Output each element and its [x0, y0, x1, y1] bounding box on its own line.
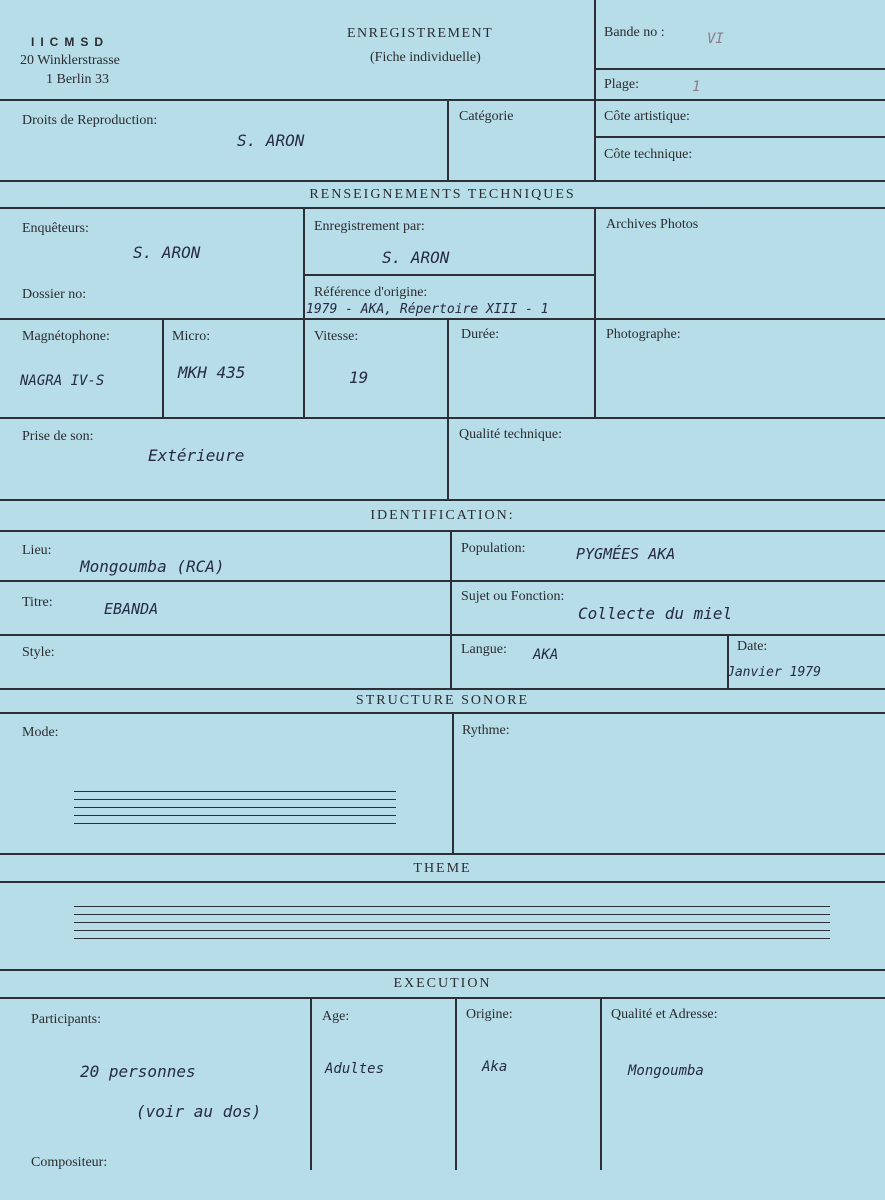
cote-technique-label: Côte technique: — [604, 147, 693, 162]
section-heading-technique: RENSEIGNEMENTS TECHNIQUES — [309, 187, 576, 202]
titre-label: Titre: — [22, 595, 53, 610]
compositeur-label: Compositeur: — [31, 1155, 108, 1170]
qualite-technique-label: Qualité technique: — [459, 427, 563, 442]
form-subtitle: (Fiche individuelle) — [370, 50, 481, 65]
rule — [600, 997, 602, 1170]
reference-value: 1979 - AKA, Répertoire XIII - 1 — [306, 302, 549, 317]
lieu-label: Lieu: — [22, 543, 52, 558]
age-value: Adultes — [325, 1061, 385, 1077]
droits-value: S. ARON — [237, 131, 305, 150]
droits-label: Droits de Reproduction: — [22, 113, 158, 128]
enregistrement-par-value: S. ARON — [382, 248, 450, 267]
section-heading-execution: EXECUTION — [393, 976, 492, 991]
rule — [452, 712, 454, 853]
dossier-label: Dossier no: — [22, 287, 87, 302]
sujet-label: Sujet ou Fonction: — [461, 589, 565, 604]
mode-label: Mode: — [22, 725, 59, 740]
rule — [0, 969, 885, 971]
rythme-label: Rythme: — [462, 723, 510, 738]
org-address-line2: 1 Berlin 33 — [46, 72, 109, 87]
participants-line1: 20 personnes — [80, 1062, 196, 1081]
rule — [162, 318, 164, 417]
rule — [310, 997, 312, 1170]
archives-photos-label: Archives Photos — [606, 217, 699, 232]
rule — [594, 68, 885, 70]
micro-value: MKH 435 — [178, 363, 246, 382]
micro-label: Micro: — [172, 329, 211, 344]
langue-label: Langue: — [461, 642, 507, 657]
photographe-label: Photographe: — [606, 327, 681, 342]
rule — [0, 853, 885, 855]
population-value: PYGMÉES AKA — [576, 545, 676, 563]
date-value: Janvier 1979 — [727, 665, 821, 680]
prise-value: Extérieure — [148, 446, 245, 465]
prise-label: Prise de son: — [22, 429, 94, 444]
plage-label: Plage: — [604, 77, 639, 92]
reference-label: Référence d'origine: — [314, 285, 428, 300]
rule — [0, 881, 885, 883]
qualite-adresse-label: Qualité et Adresse: — [611, 1007, 718, 1022]
rule — [594, 136, 885, 138]
mode-staff — [74, 791, 396, 827]
section-heading-structure: STRUCTURE SONORE — [355, 693, 530, 708]
qualite-adresse-value: Mongoumba — [628, 1063, 704, 1079]
langue-value: AKA — [533, 647, 559, 663]
rule — [0, 688, 885, 690]
rule — [0, 318, 885, 320]
participants-line2: (voir au dos) — [136, 1102, 262, 1121]
origine-value: Aka — [482, 1059, 508, 1075]
cote-artistique-label: Côte artistique: — [604, 109, 690, 124]
age-label: Age: — [322, 1009, 350, 1024]
rule — [0, 99, 885, 101]
categorie-label: Catégorie — [459, 109, 514, 124]
enregistrement-par-label: Enregistrement par: — [314, 219, 425, 234]
enqueteurs-label: Enquêteurs: — [22, 221, 89, 236]
bande-value: VI — [707, 31, 724, 47]
population-label: Population: — [461, 541, 526, 556]
sujet-value: Collecte du miel — [578, 604, 733, 623]
rule — [0, 712, 885, 714]
rule — [0, 207, 885, 209]
rule — [455, 997, 457, 1170]
participants-label: Participants: — [31, 1012, 101, 1027]
vitesse-label: Vitesse: — [314, 329, 359, 344]
form-title: ENREGISTREMENT — [347, 26, 494, 41]
rule — [303, 274, 594, 276]
rule — [0, 530, 885, 532]
date-label: Date: — [737, 639, 768, 654]
rule — [447, 99, 449, 180]
bande-label: Bande no : — [604, 25, 665, 40]
rule — [0, 580, 885, 582]
enqueteurs-value: S. ARON — [133, 243, 201, 262]
origine-label: Origine: — [466, 1007, 513, 1022]
rule — [0, 417, 885, 419]
rule — [0, 997, 885, 999]
magnetophone-value: NAGRA IV-S — [20, 373, 105, 389]
plage-value: 1 — [692, 79, 701, 95]
vitesse-value: 19 — [349, 368, 369, 387]
duree-label: Durée: — [461, 327, 500, 342]
section-heading-identification: IDENTIFICATION: — [370, 508, 515, 523]
style-label: Style: — [22, 645, 55, 660]
rule — [594, 0, 596, 180]
rule — [0, 499, 885, 501]
org-name: IICMSD — [31, 35, 109, 49]
magnetophone-label: Magnétophone: — [22, 329, 110, 344]
lieu-value: Mongoumba (RCA) — [80, 557, 225, 576]
rule — [447, 318, 449, 499]
rule — [0, 180, 885, 182]
rule — [594, 207, 596, 417]
titre-value: EBANDA — [104, 600, 159, 618]
section-heading-theme: THEME — [413, 861, 472, 876]
theme-staff — [74, 906, 830, 942]
org-address-line1: 20 Winklerstrasse — [20, 53, 120, 68]
rule — [303, 207, 305, 417]
rule — [450, 530, 452, 688]
rule — [0, 634, 885, 636]
